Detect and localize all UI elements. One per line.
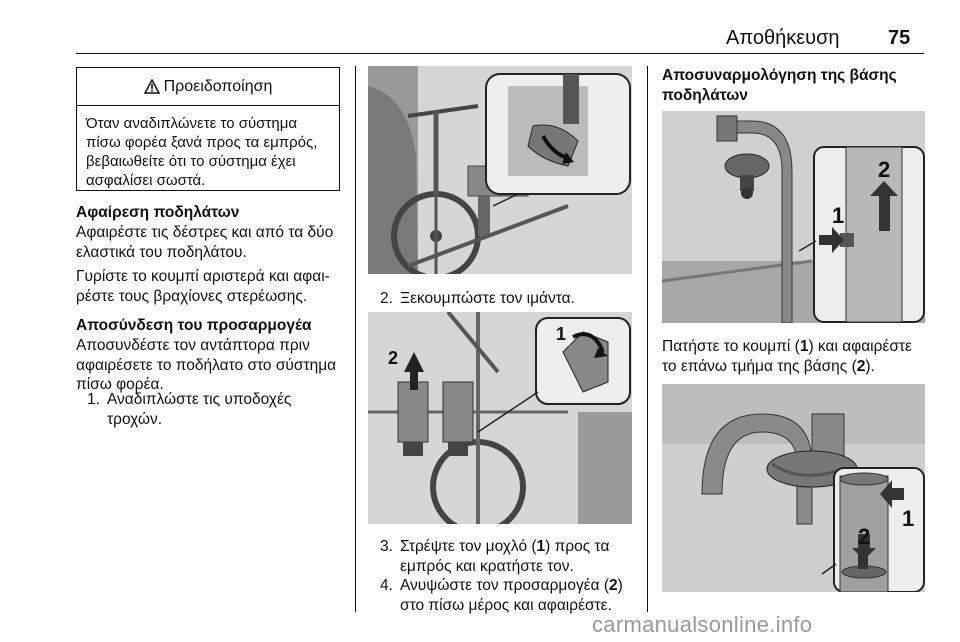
warning-text: Όταν αναδιπλώνετε το σύστημα πίσω φορέα ξανά προς τα εμπρός, βεβαιωθείτε ότι το σύστημα έχει ασφαλίσει σωστά. — [86, 115, 318, 189]
step-3-number: 3. — [380, 538, 393, 555]
fig4-label-1: 1 — [832, 203, 845, 228]
column-separator-right — [647, 66, 648, 612]
fig2-label-1: 1 — [556, 324, 567, 344]
fig4-label-2: 2 — [878, 157, 891, 182]
warning-title: Προειδοποίηση — [163, 77, 273, 95]
figure-adapter-lever — [368, 312, 632, 524]
step-1-text: Αναδιπλώστε τις υποδοχές τροχών. — [107, 391, 292, 428]
figure-base-top-removal — [662, 384, 925, 592]
paragraph-adapter: Αποσυνδέστε τον αντάπτορα πριν αφαιρέσετε το ποδήλατο στο σύστημα πίσω φορέα. — [76, 337, 337, 393]
step-2 — [380, 289, 630, 309]
page-header-title: Αποθήκευση — [726, 27, 840, 49]
fig3-label-2: 1 — [902, 506, 915, 531]
warning-box — [76, 67, 340, 191]
step-2-number: 2. — [380, 290, 393, 307]
step-2-text: Ξεκουμπώστε τον ιμάντα. — [400, 290, 575, 307]
header-rule — [76, 53, 924, 54]
fig2-label-2: 2 — [388, 348, 399, 368]
warning-header — [77, 68, 339, 106]
step-4-text: Ανυψώστε τον προσαρμογέα (2) στο πίσω μέρος και αφαιρέστε. — [400, 577, 623, 614]
fig3-label-1: 2 — [858, 524, 871, 549]
figure-base-button — [662, 111, 925, 323]
paragraph-pedals-2: Γυρίστε το κουμπί αριστερά και αφαι- ρέστε τους βραχίονες στερέωσης. — [76, 268, 330, 305]
paragraph-assembly: Πατήστε το κουμπί (1) και αφαιρέστε το επάνω τμήμα της βάσης (2). — [662, 338, 912, 375]
step-3 — [380, 537, 640, 576]
warning-triangle-icon — [144, 79, 160, 94]
heading-pedals: Αφαίρεση ποδηλάτων — [76, 204, 240, 221]
step-3-text: Στρέψτε τον μοχλό (1) προς τα εμπρός και κρατήστε τον. — [400, 538, 610, 575]
step-1-number: 1. — [87, 391, 100, 408]
page-number: 75 — [888, 27, 911, 49]
watermark: carmanualsonline.info — [592, 612, 813, 637]
step-4 — [380, 576, 644, 615]
figure-bike-carrier-strap — [368, 66, 632, 274]
paragraph-pedals-1: Αφαιρέστε τις δέστρες και από τα δύο ελαστικά του ποδηλάτου. — [76, 224, 334, 261]
step-1 — [87, 390, 317, 429]
step-4-number: 4. — [380, 577, 393, 594]
heading-assembly: Αποσυναρμολόγηση της βάσης ποδηλάτων — [662, 67, 897, 104]
column-separator-left — [355, 66, 356, 612]
heading-adapter: Αποσύνδεση του προσαρμογέα — [76, 317, 312, 334]
